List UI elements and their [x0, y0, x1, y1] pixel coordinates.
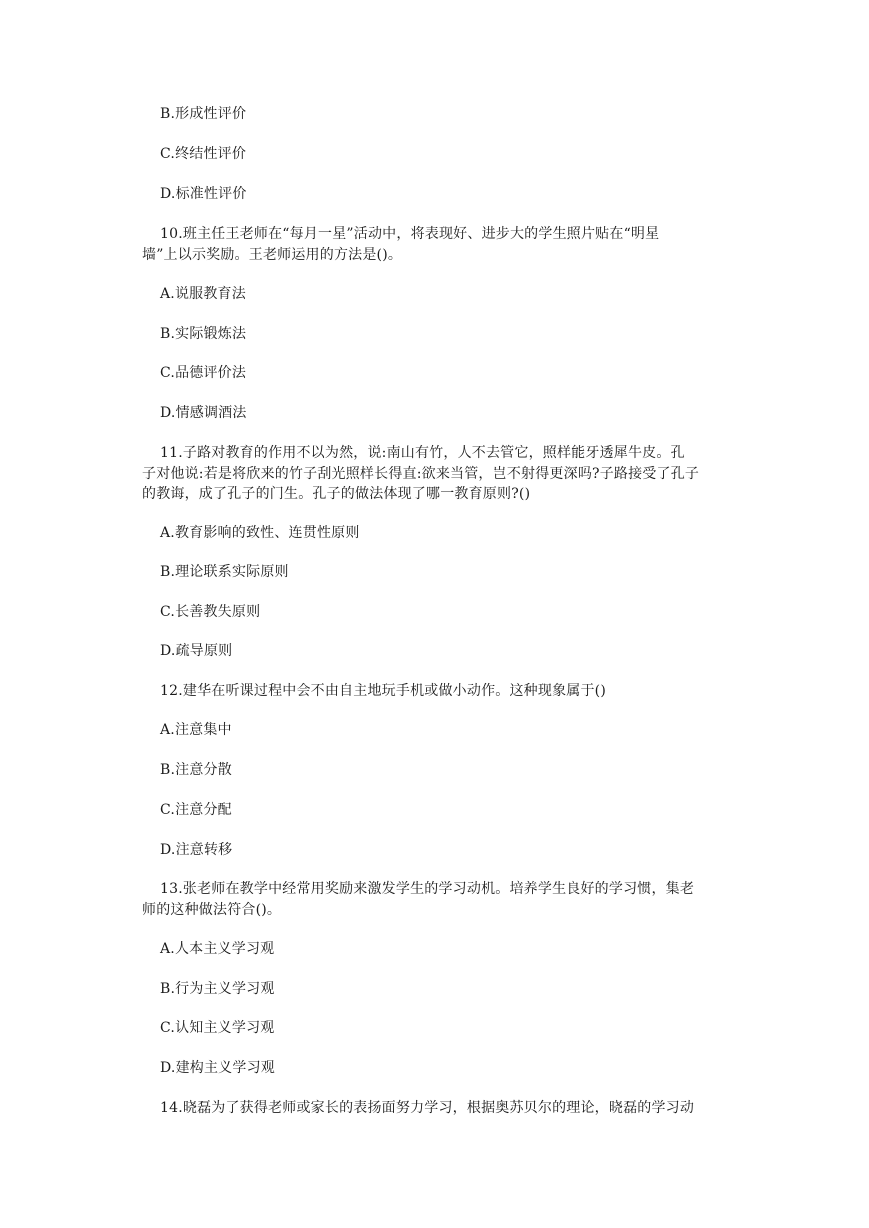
- option-13d: D.建构主义学习观: [160, 1060, 275, 1076]
- option-11a: A.教育影响的致性、连贯性原则: [160, 525, 360, 541]
- option-12c: C.注意分配: [160, 802, 232, 818]
- option-13c: C.认知主义学习观: [160, 1020, 275, 1036]
- question-11-line-2: 子对他说:若是将欣来的竹子刮光照样长得直:欲来当管，岂不射得更深吗?子路接受了孔子: [142, 466, 700, 482]
- question-10-line-1: 10.班主任王老师在“每月一星”活动中，将表现好、进步大的学生照片贴在“明星: [160, 226, 660, 242]
- question-11-line-3: 的教诲，成了孔子的门生。孔子的做法体现了哪一教育原则?(): [142, 486, 531, 502]
- option-12b: B.注意分散: [160, 762, 232, 778]
- option-10b: B.实际锻炼法: [160, 326, 247, 342]
- option-9d: D.标准性评价: [160, 186, 247, 202]
- question-10-line-2: 墙”上以示奖励。王老师运用的方法是()。: [142, 247, 403, 263]
- option-13a: A.人本主义学习观: [160, 941, 275, 957]
- option-12d: D.注意转移: [160, 842, 233, 858]
- question-14-line-1: 14.晓磊为了获得老师或家长的表扬面努力学习，根据奥苏贝尔的理论，晓磊的学习动: [160, 1100, 695, 1116]
- option-13b: B.行为主义学习观: [160, 981, 275, 997]
- option-12a: A.注意集中: [160, 722, 232, 738]
- option-10a: A.说服教育法: [160, 286, 246, 302]
- option-10d: D.情感调酒法: [160, 405, 247, 421]
- question-13-line-1: 13.张老师在教学中经常用奖励来激发学生的学习动机。培养学生良好的学习惯，集老: [160, 881, 695, 897]
- option-9c: C.终结性评价: [160, 146, 247, 162]
- option-11d: D.疏导原则: [160, 643, 233, 659]
- option-9b: B.形成性评价: [160, 106, 247, 122]
- question-13-line-2: 师的这种做法符合()。: [142, 902, 282, 918]
- question-11-line-1: 11.子路对教育的作用不以为然，说:南山有竹，人不去管它，照样能牙透犀牛皮。孔: [160, 445, 685, 461]
- question-12-line-1: 12.建华在听课过程中会不由自主地玩手机或做小动作。这种现象属于(): [160, 683, 606, 699]
- option-11c: C.长善教失原则: [160, 604, 261, 620]
- option-10c: C.品德评价法: [160, 365, 247, 381]
- option-11b: B.理论联系实际原则: [160, 564, 289, 580]
